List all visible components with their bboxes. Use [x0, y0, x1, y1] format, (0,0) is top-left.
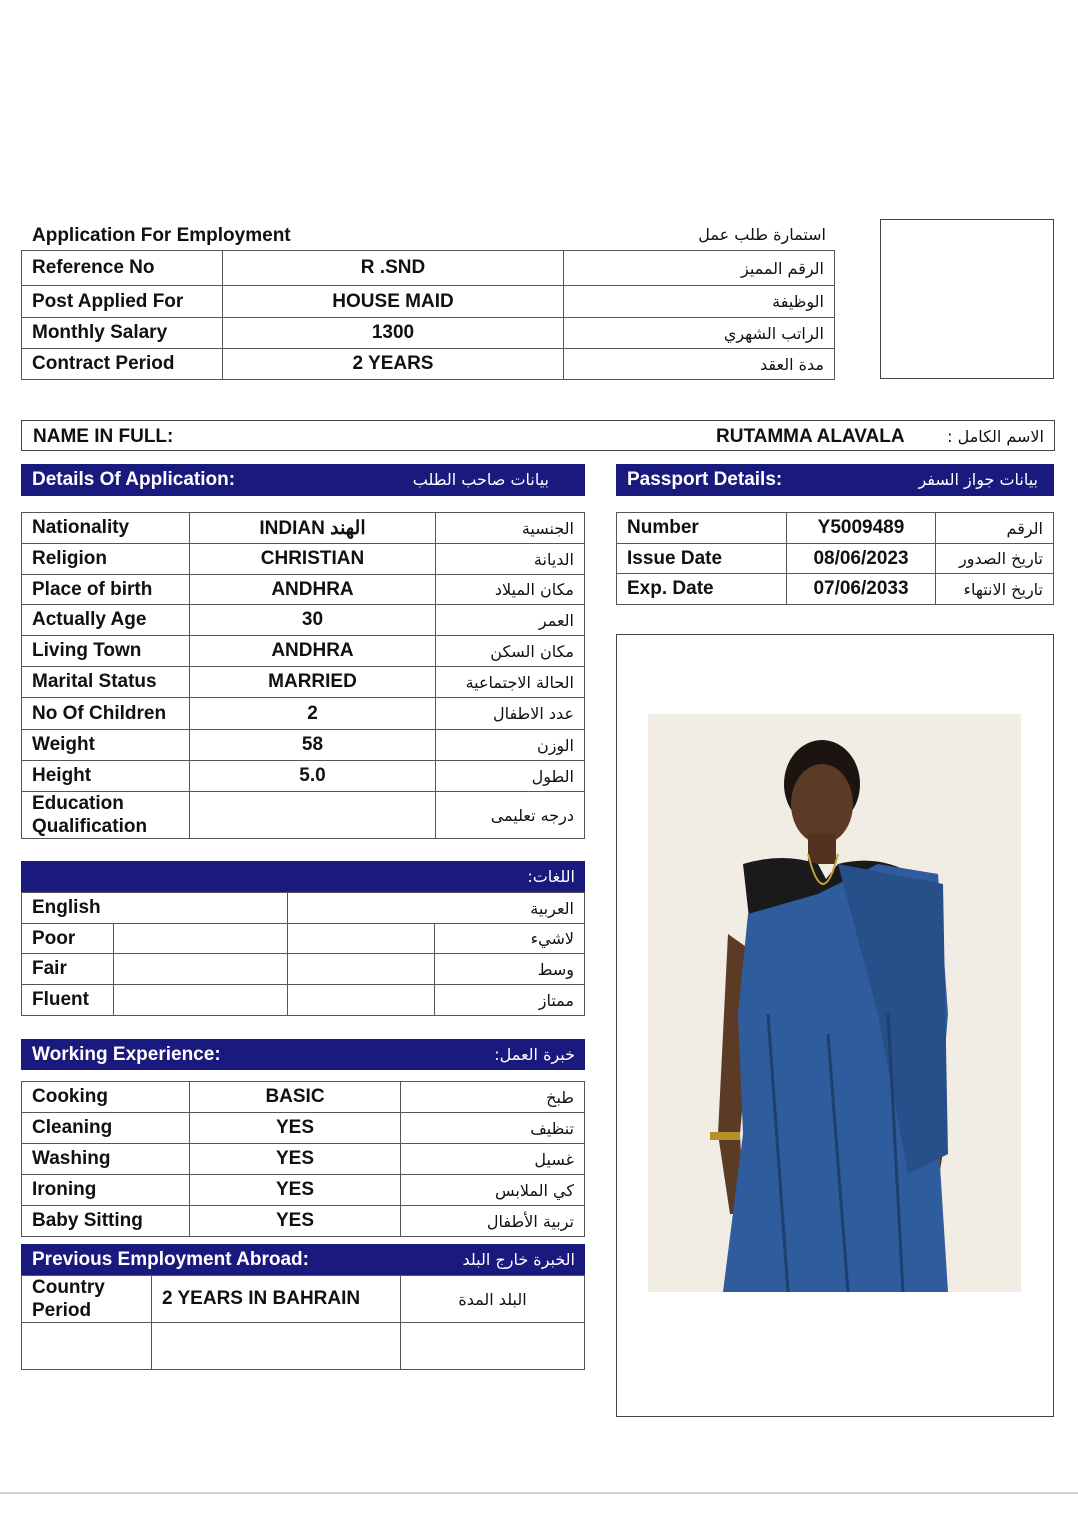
contract-label-arabic: مدة العقد	[564, 349, 835, 380]
details-value: 30	[190, 605, 436, 636]
passport-section-title-arabic: بيانات جواز السفر	[918, 470, 1038, 489]
passport-label: Number	[617, 513, 787, 544]
table-row	[22, 286, 835, 318]
form-title-arabic: استمارة طلب عمل	[698, 225, 826, 244]
full-name-value: RUTAMMA ALAVALA	[716, 426, 905, 447]
table-row	[22, 893, 585, 924]
passport-section-title: Passport Details:	[627, 469, 783, 490]
table-row	[617, 544, 1054, 574]
post-value: HOUSE MAID	[223, 286, 564, 318]
experience-label-arabic: غسيل	[401, 1144, 585, 1175]
table-row	[22, 761, 585, 792]
experience-label-arabic: تنظيف	[401, 1113, 585, 1144]
full-name-row	[21, 420, 1055, 451]
table-row	[22, 1206, 585, 1237]
language-level-cell	[114, 924, 288, 954]
salary-label: Monthly Salary	[22, 318, 223, 349]
form-title: Application For Employment	[32, 225, 291, 246]
details-label-arabic: الطول	[436, 761, 585, 792]
table-row	[22, 513, 585, 544]
table-row	[22, 1323, 585, 1370]
language-level-cell	[288, 924, 435, 954]
languages-table	[21, 892, 585, 1016]
table-row	[617, 513, 1054, 544]
abroad-section-title: Previous Employment Abroad:	[32, 1249, 309, 1270]
id-photo-box	[880, 219, 1054, 379]
details-label: Living Town	[22, 636, 190, 667]
passport-label-arabic: تاريخ الصدور	[936, 544, 1054, 574]
abroad-value: 2 YEARS IN BAHRAIN	[152, 1276, 401, 1323]
details-label-arabic: الجنسية	[436, 513, 585, 544]
page-bottom-divider	[0, 1492, 1078, 1494]
experience-value: BASIC	[190, 1082, 401, 1113]
applicant-photo	[648, 714, 1021, 1292]
table-row	[22, 1276, 585, 1323]
table-row	[22, 924, 585, 954]
table-row	[22, 954, 585, 985]
experience-label: Baby Sitting	[22, 1206, 190, 1237]
table-row	[22, 318, 835, 349]
details-value: ANDHRA	[190, 636, 436, 667]
details-label: Nationality	[22, 513, 190, 544]
post-label-arabic: الوظيفة	[564, 286, 835, 318]
abroad-section-title-arabic: الخبرة خارج البلد	[462, 1250, 575, 1269]
language-level-label-arabic: وسط	[435, 954, 585, 985]
abroad-label-arabic: البلد المدة	[401, 1276, 585, 1323]
details-label-arabic: مكان الميلاد	[436, 575, 585, 605]
table-row	[22, 698, 585, 730]
abroad-empty-cell	[401, 1323, 585, 1370]
experience-value: YES	[190, 1175, 401, 1206]
table-row	[22, 544, 585, 575]
language-level-label-arabic: ممتاز	[435, 985, 585, 1016]
language-level-cell	[288, 985, 435, 1016]
details-label-arabic: عدد الاطفال	[436, 698, 585, 730]
details-value: ANDHRA	[190, 575, 436, 605]
details-label: Place of birth	[22, 575, 190, 605]
post-label: Post Applied For	[22, 286, 223, 318]
table-row	[22, 575, 585, 605]
details-label-arabic: مكان السكن	[436, 636, 585, 667]
application-info-table	[21, 250, 835, 380]
passport-label-arabic: تاريخ الانتهاء	[936, 574, 1054, 605]
language-level-label: Poor	[22, 924, 114, 954]
abroad-table	[21, 1275, 585, 1370]
passport-value: 08/06/2023	[787, 544, 936, 574]
face	[791, 764, 853, 844]
details-value: 2	[190, 698, 436, 730]
language-english-label: English	[22, 893, 288, 924]
table-row	[22, 251, 835, 286]
table-row	[22, 349, 835, 380]
left-bangles	[710, 1132, 740, 1140]
details-table	[21, 512, 585, 839]
details-value: MARRIED	[190, 667, 436, 698]
table-row	[22, 985, 585, 1016]
language-arabic-label: العربية	[288, 893, 585, 924]
details-label-arabic: العمر	[436, 605, 585, 636]
education-label: Education Qualification	[22, 792, 190, 839]
abroad-section-header	[21, 1244, 585, 1275]
reference-value: R .SND	[223, 251, 564, 286]
details-section-header	[21, 464, 585, 496]
details-label: Weight	[22, 730, 190, 761]
table-row	[22, 605, 585, 636]
table-row	[22, 730, 585, 761]
experience-value: YES	[190, 1206, 401, 1237]
abroad-label: Country Period	[22, 1276, 152, 1323]
languages-section-title-arabic: اللغات:	[527, 867, 575, 886]
language-level-label: Fluent	[22, 985, 114, 1016]
table-row	[22, 667, 585, 698]
experience-label: Ironing	[22, 1175, 190, 1206]
experience-table	[21, 1081, 585, 1237]
details-value: 5.0	[190, 761, 436, 792]
table-row	[22, 1144, 585, 1175]
experience-section-title-arabic: خبرة العمل:	[494, 1045, 575, 1064]
passport-value: Y5009489	[787, 513, 936, 544]
details-value: 58	[190, 730, 436, 761]
experience-label: Cooking	[22, 1082, 190, 1113]
details-label-arabic: الوزن	[436, 730, 585, 761]
experience-label: Cleaning	[22, 1113, 190, 1144]
education-value	[190, 792, 436, 839]
salary-value: 1300	[223, 318, 564, 349]
details-section-title-arabic: بيانات صاحب الطلب	[412, 470, 549, 489]
passport-label-arabic: الرقم	[936, 513, 1054, 544]
experience-value: YES	[190, 1144, 401, 1175]
table-row	[22, 1113, 585, 1144]
language-level-cell	[114, 954, 288, 985]
details-value: INDIAN الهند	[190, 513, 436, 544]
details-label: Religion	[22, 544, 190, 575]
language-level-cell	[114, 985, 288, 1016]
full-name-label-arabic: الاسم الكامل :	[947, 427, 1044, 446]
details-section-title: Details Of Application:	[32, 469, 236, 490]
passport-label: Exp. Date	[617, 574, 787, 605]
experience-value: YES	[190, 1113, 401, 1144]
table-row	[22, 1082, 585, 1113]
passport-label: Issue Date	[617, 544, 787, 574]
details-label-arabic: الحالة الاجتماعية	[436, 667, 585, 698]
experience-section-title: Working Experience:	[32, 1044, 221, 1065]
contract-value: 2 YEARS	[223, 349, 564, 380]
details-label: Marital Status	[22, 667, 190, 698]
language-level-cell	[288, 954, 435, 985]
experience-label-arabic: تربية الأطفال	[401, 1206, 585, 1237]
details-label: No Of Children	[22, 698, 190, 730]
details-label: Actually Age	[22, 605, 190, 636]
table-row	[22, 636, 585, 667]
languages-section-header	[21, 861, 585, 892]
table-row	[22, 792, 585, 839]
passport-table	[616, 512, 1054, 605]
table-row	[22, 1175, 585, 1206]
details-value: CHRISTIAN	[190, 544, 436, 575]
abroad-empty-cell	[22, 1323, 152, 1370]
details-label-arabic: الديانة	[436, 544, 585, 575]
passport-section-header	[616, 464, 1054, 496]
experience-label-arabic: كي الملابس	[401, 1175, 585, 1206]
abroad-empty-cell	[152, 1323, 401, 1370]
experience-section-header	[21, 1039, 585, 1070]
details-label: Height	[22, 761, 190, 792]
language-level-label: Fair	[22, 954, 114, 985]
education-label-arabic: درجه تعليمى	[436, 792, 585, 839]
salary-label-arabic: الراتب الشهري	[564, 318, 835, 349]
language-level-label-arabic: لاشيء	[435, 924, 585, 954]
contract-label: Contract Period	[22, 349, 223, 380]
full-name-label: NAME IN FULL:	[33, 426, 174, 447]
table-row	[617, 574, 1054, 605]
experience-label: Washing	[22, 1144, 190, 1175]
reference-label: Reference No	[22, 251, 223, 286]
reference-label-arabic: الرقم المميز	[564, 251, 835, 286]
neck	[808, 834, 836, 864]
passport-value: 07/06/2033	[787, 574, 936, 605]
experience-label-arabic: طبخ	[401, 1082, 585, 1113]
